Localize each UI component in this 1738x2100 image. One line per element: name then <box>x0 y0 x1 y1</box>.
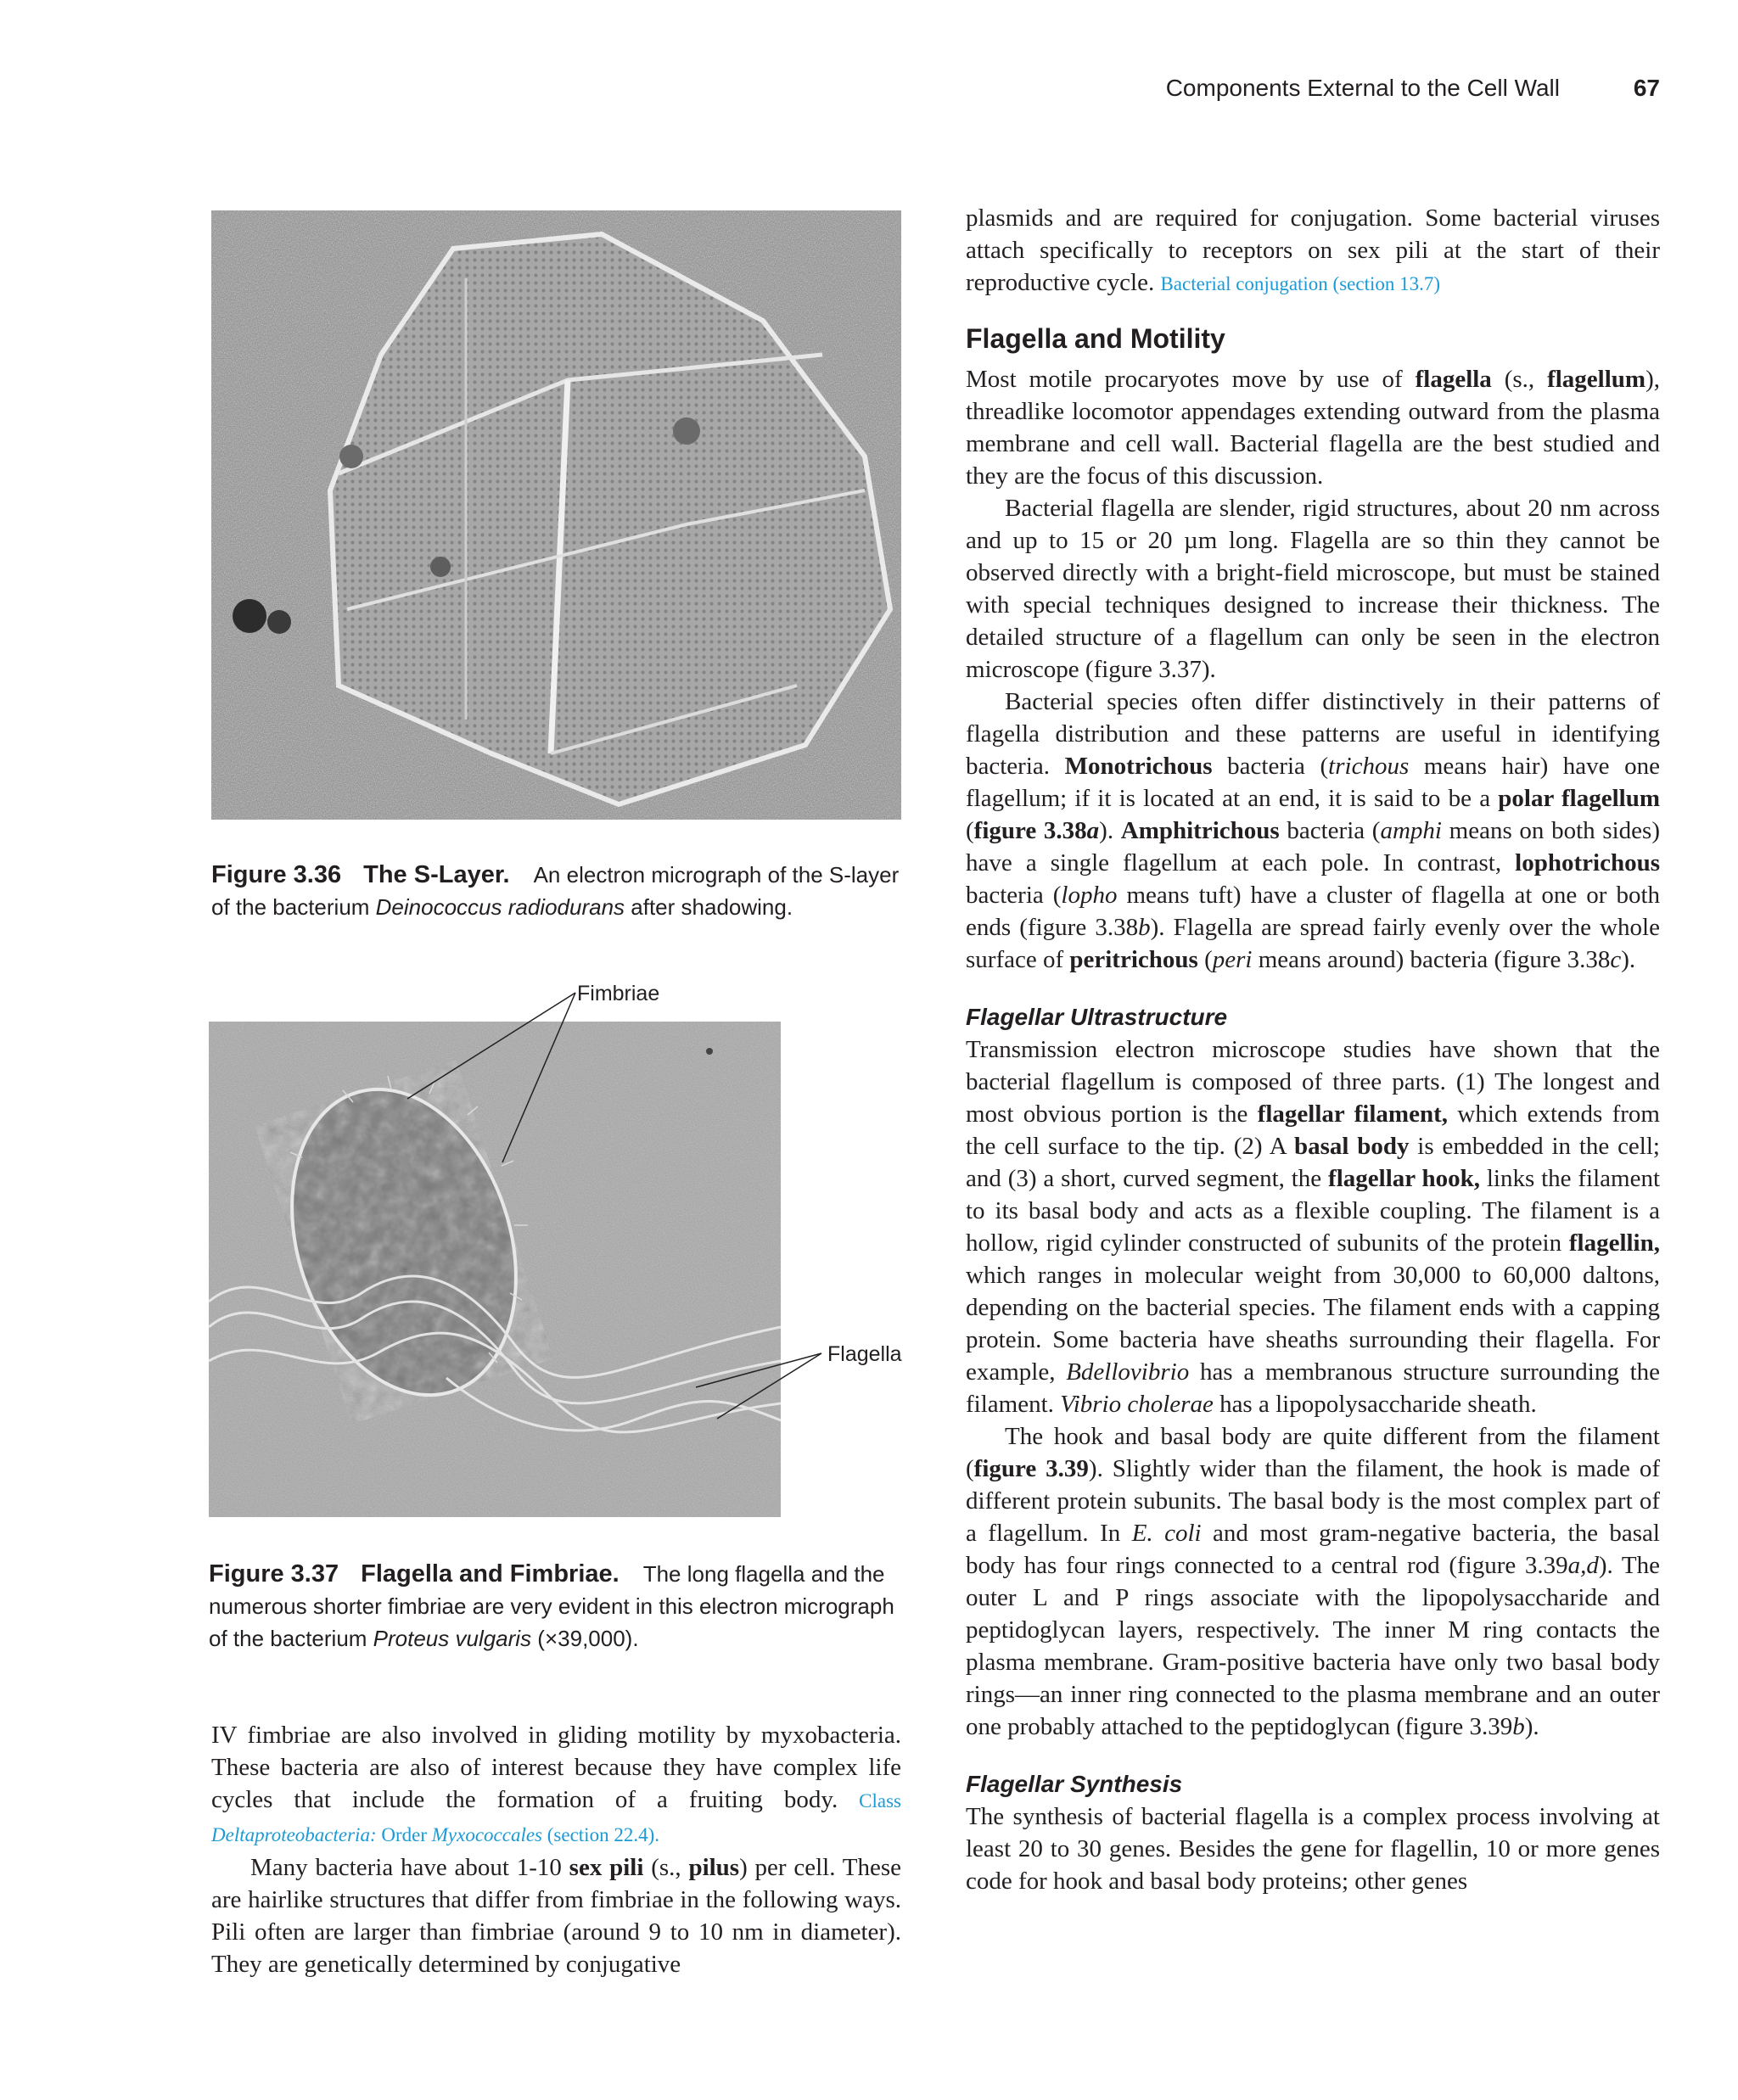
paragraph <box>966 686 1660 976</box>
figure-3-36-micrograph <box>211 210 901 820</box>
text: has a lipopolysaccharide sheath. <box>1213 1391 1537 1418</box>
text: is embedded in the cell; and (3) a short, curved segment, the <box>966 1133 1660 1192</box>
text: (s., <box>643 1854 689 1881</box>
figure-ref: figure 3.39 <box>973 1455 1089 1482</box>
text: bacteria ( <box>1279 817 1381 844</box>
term: sex pili <box>569 1854 644 1881</box>
text: Many bacteria have about 1-10 <box>250 1854 569 1881</box>
text: IV fimbriae are also involved in gliding motility by myxobacteria. These bacteria are also of interest because they have complex life cycles that include the formation of a fruiting body. <box>211 1722 901 1813</box>
caption-text-end: (×39,000). <box>531 1626 639 1651</box>
term: lophotrichous <box>1515 849 1660 876</box>
subsection-heading: Flagellar Synthesis <box>966 1771 1183 1797</box>
text: ). The outer L and P rings associate with the lipopolysaccharide and peptidoglycan layers, respectively. The inner M ring contacts the plasma membrane. Gram-positive bacteria have only two basal body rings—an inner ring connected to the plasma membrane and an outer one probably attached to the peptidoglycan (figure 3.39 <box>966 1552 1660 1740</box>
paragraph <box>211 1719 901 1851</box>
figure-title: Flagella and Fimbriae. <box>361 1560 620 1588</box>
link-text: Order <box>376 1824 432 1845</box>
text: means around) bacteria (figure 3.38 <box>1252 946 1611 973</box>
text: Transmission electron microscope studies have shown that the bacterial flagellum is composed of three parts. (1) The longest and most obvious portion is the <box>966 1036 1660 1128</box>
figure-ref <box>974 817 1100 844</box>
text: b <box>1138 914 1151 941</box>
text: E. coli <box>1131 1520 1202 1547</box>
term: flagellar hook, <box>1328 1165 1480 1192</box>
text: c <box>1610 946 1622 973</box>
link-text: Myxococcales <box>431 1824 543 1845</box>
figure-3-37-caption <box>209 1558 894 1655</box>
figure-number: Figure 3.37 <box>209 1560 339 1588</box>
figure-3-36-caption <box>211 859 916 923</box>
text: which ranges in molecular weight from 30,000 to 60,000 daltons, depending on the bacterial species. The filament ends with a capping protein. Some bacteria have sheaths surrounding their flagella. For example, <box>966 1262 1660 1386</box>
caption-species: Deinococcus radiodurans <box>375 894 625 920</box>
link-text: (section 22.4). <box>542 1824 659 1845</box>
caption-text-end: after shadowing. <box>625 894 793 920</box>
paragraph <box>966 1033 1660 1420</box>
term: peritrichous <box>1069 946 1198 973</box>
text: ). Flagella are spread fairly evenly over the whole surface of <box>966 914 1660 973</box>
text: means on both sides) have a single flagellum at each pole. In contrast, <box>966 817 1660 876</box>
text: and most gram-negative bacteria, the basal body has four rings connected to a central rod (figure 3.39 <box>966 1520 1660 1579</box>
paragraph <box>966 202 1660 300</box>
term: flagellum <box>1547 366 1646 393</box>
term: flagella <box>1415 366 1492 393</box>
caption-species: Proteus vulgaris <box>373 1626 532 1651</box>
left-column <box>211 1719 901 1980</box>
section-heading: Flagella and Motility <box>966 323 1225 354</box>
text: means tuft) have a cluster of flagella at one or both ends (figure 3.38 <box>966 882 1661 941</box>
text: ). <box>1099 817 1121 844</box>
term: Amphitrichous <box>1120 817 1280 844</box>
label-flagella: Flagella <box>827 1342 902 1366</box>
paragraph <box>966 363 1660 492</box>
term: pilus <box>688 1854 740 1881</box>
text: Bdellovibrio <box>1066 1358 1190 1386</box>
text: a,d <box>1567 1552 1599 1579</box>
term: flagellar filament, <box>1257 1100 1448 1128</box>
figure-title: The S-Layer. <box>363 861 510 888</box>
link-text: Deltaproteobacteria: <box>211 1824 377 1845</box>
text: links the filament to its basal body and acts as a flexible coupling. The filament is a hollow, rigid cylinder constructed of subunits of the protein <box>966 1165 1661 1257</box>
text: ( <box>966 817 974 844</box>
text: (s., <box>1491 366 1548 393</box>
text: amphi <box>1380 817 1442 844</box>
text: which extends from the cell surface to the tip. (2) A <box>966 1100 1660 1160</box>
text: a <box>1086 817 1100 844</box>
term: Monotrichous <box>1064 753 1213 780</box>
label-fimbriae: Fimbriae <box>577 982 660 1005</box>
caption-text: The long flagella and the numerous shorter fimbriae are very evident in this electron micrograph of the bacterium <box>209 1561 894 1651</box>
paragraph <box>211 1851 901 1980</box>
text: bacteria ( <box>966 882 1062 909</box>
text: ). <box>1621 946 1636 973</box>
figure-number: Figure 3.36 <box>211 861 342 888</box>
paragraph: The synthesis of bacterial flagella is a complex process involving at least 20 to 30 genes. Besides the gene for flagellin, 10 or more genes code for hook and basal body proteins; other genes <box>966 1803 1660 1895</box>
text: has a membranous structure surrounding the filament. <box>966 1358 1660 1418</box>
text: ). Slightly wider than the filament, the hook is made of different protein subunits. The basal body is the most complex part of a flagellum. In <box>966 1455 1660 1547</box>
text: figure 3.38 <box>973 817 1087 844</box>
text: Bacterial species often differ distinctively in their patterns of flagella distribution and these patterns are useful in identifying bacteria. <box>966 688 1660 780</box>
text: peri <box>1212 946 1253 973</box>
right-column <box>966 202 1660 1897</box>
paragraph <box>966 1420 1660 1743</box>
text: means hair) have one flagellum; if it is located at an end, it is said to be a <box>966 753 1660 812</box>
text: trichous <box>1328 753 1410 780</box>
text: lopho <box>1061 882 1118 909</box>
term: basal body <box>1293 1133 1410 1160</box>
figure-3-37-micrograph <box>209 1022 781 1517</box>
text: Vibrio cholerae <box>1060 1391 1214 1418</box>
running-head <box>1103 75 1660 109</box>
text: ), threadlike locomotor appendages extending outward from the plasma membrane and cell wall. Bacterial flagella are the best studied and they are the focus of this discussion. <box>966 366 1660 490</box>
caption-text: An electron micrograph of the S-layer of the bacterium <box>211 862 900 920</box>
cross-reference-link[interactable]: Bacterial conjugation (section 13.7) <box>1160 273 1441 294</box>
text: Most motile procaryotes move by use of <box>966 366 1416 393</box>
running-head-title: Components External to the Cell Wall <box>1165 75 1560 101</box>
subsection-heading: Flagellar Ultrastructure <box>966 1004 1228 1030</box>
text: plasmids and are required for conjugation. Some bacterial viruses attach specifically to receptors on sex pili at the start of their reproductive cycle. <box>966 204 1660 296</box>
page-number: 67 <box>1633 75 1660 101</box>
text: b <box>1512 1713 1525 1740</box>
text: The hook and basal body are quite different from the filament ( <box>966 1423 1660 1482</box>
paragraph: Bacterial flagella are slender, rigid structures, about 20 nm across and up to 15 or 20 µm long. Flagella are so thin they cannot be observed directly with a bright-field microscope, but must be stained with special techniques designed to increase their thickness. The detailed structure of a flagellum can only be seen in the electron microscope (figure 3.37). <box>966 495 1660 683</box>
text: ) per cell. These are hairlike structures that differ from fimbriae in the following ways. Pili often are larger than fimbriae (around 9 to 10 nm in diameter). They are genetically determined by conjugative <box>211 1854 901 1978</box>
link-text: Class <box>859 1790 901 1812</box>
text: bacteria ( <box>1212 753 1329 780</box>
term: polar flagellum <box>1498 785 1660 812</box>
text: ). <box>1524 1713 1539 1740</box>
text: ( <box>1197 946 1213 973</box>
term: flagellin, <box>1568 1229 1660 1257</box>
